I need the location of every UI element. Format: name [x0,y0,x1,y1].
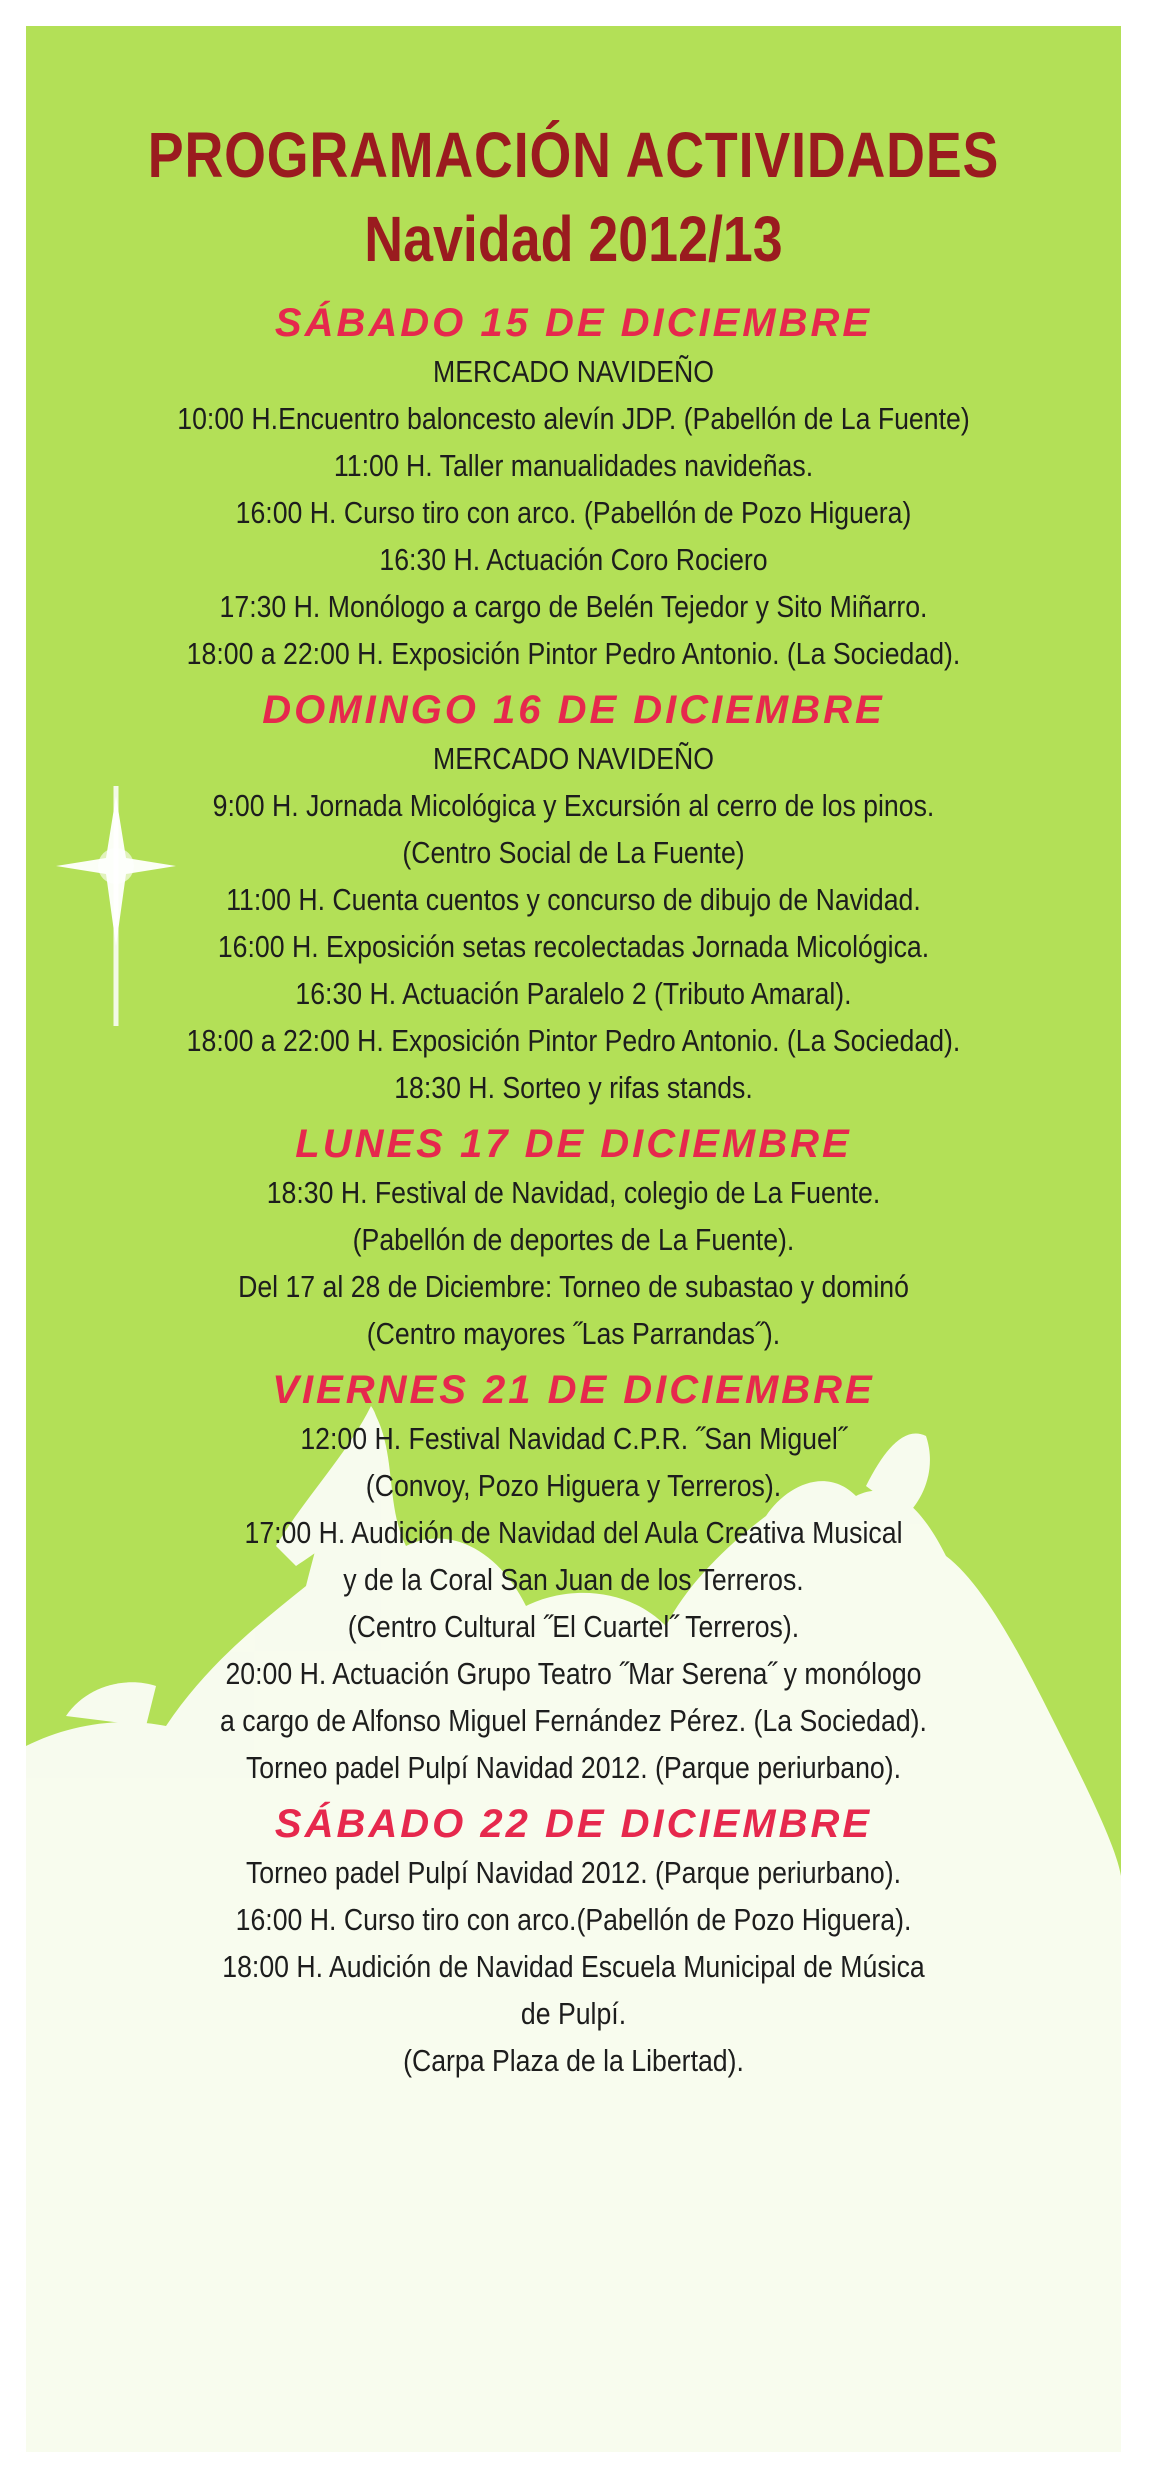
day-section [26,298,1121,677]
event-line: 17:30 H. Monólogo a cargo de Belén Tejedor y Sito Miñarro. [219,589,928,624]
day-heading: DOMINGO 16 DE DICIEMBRE [262,688,885,732]
event-line: 18:00 a 22:00 H. Exposición Pintor Pedro Antonio. (La Sociedad). [186,1023,961,1058]
event-line: 16:00 H. Curso tiro con arco. (Pabellón de Pozo Higuera) [235,495,912,530]
event-line: 18:00 a 22:00 H. Exposición Pintor Pedro Antonio. (La Sociedad). [186,636,961,671]
day-heading: SÁBADO 15 DE DICIEMBRE [274,301,873,345]
event-line: (Convoy, Pozo Higuera y Terreros). [365,1468,782,1503]
event-line: 9:00 H. Jornada Micológica y Excursión al cerro de los pinos. [212,788,935,823]
event-line: Torneo padel Pulpí Navidad 2012. (Parque periurbano). [245,1855,902,1890]
event-line: 16:30 H. Actuación Coro Rociero [379,542,768,577]
day-section [26,1799,1121,2084]
event-line: 18:30 H. Festival de Navidad, colegio de La Fuente. [266,1175,881,1210]
event-line: 20:00 H. Actuación Grupo Teatro ˝Mar Serena˝ y monólogo [225,1656,922,1691]
event-line: (Centro Social de La Fuente) [402,835,745,870]
program-content [26,26,1121,2084]
event-line: 11:00 H. Cuenta cuentos y concurso de dibujo de Navidad. [226,882,921,917]
event-line: de Pulpí. [520,1996,627,2031]
event-line: Torneo padel Pulpí Navidad 2012. (Parque periurbano). [245,1750,902,1785]
event-line: 16:30 H. Actuación Paralelo 2 (Tributo Amaral). [295,976,852,1011]
event-line: a cargo de Alfonso Miguel Fernández Pérez. (La Sociedad). [220,1703,927,1738]
event-line: (Centro mayores ˝Las Parrandas˝). [366,1316,781,1351]
event-line: 16:00 H. Exposición setas recolectadas Jornada Micológica. [217,929,930,964]
event-line: 18:00 H. Audición de Navidad Escuela Municipal de Música [222,1949,925,1984]
day-heading: SÁBADO 22 DE DICIEMBRE [274,1802,873,1846]
day-section [26,1365,1121,1791]
event-line: (Carpa Plaza de la Libertad). [403,2043,744,2078]
day-section [26,685,1121,1111]
day-section [26,1119,1121,1357]
day-heading: VIERNES 21 DE DICIEMBRE [272,1368,875,1412]
event-line: (Pabellón de deportes de La Fuente). [352,1222,795,1257]
event-line: 11:00 H. Taller manualidades navideñas. [333,448,814,483]
event-line: 16:00 H. Curso tiro con arco.(Pabellón de Pozo Higuera). [235,1902,912,1937]
event-line: 12:00 H. Festival Navidad C.P.R. ˝San Miguel˝ [300,1421,847,1456]
event-line: MERCADO NAVIDEÑO [433,354,714,389]
event-line: Del 17 al 28 de Diciembre: Torneo de subastao y dominó [238,1269,909,1304]
event-line: 10:00 H.Encuentro baloncesto alevín JDP. (Pabellón de La Fuente) [177,401,970,436]
event-line: 17:00 H. Audición de Navidad del Aula Creativa Musical [244,1515,903,1550]
page-subtitle: Navidad 2012/13 [364,203,783,275]
page-title: PROGRAMACIÓN ACTIVIDADES [147,119,1000,191]
event-line: (Centro Cultural ˝El Cuartel˝ Terreros). [347,1609,800,1644]
event-line: y de la Coral San Juan de los Terreros. [343,1562,804,1597]
event-line: MERCADO NAVIDEÑO [433,741,714,776]
day-heading: LUNES 17 DE DICIEMBRE [295,1122,852,1166]
poster [26,26,1121,2452]
event-line: 18:30 H. Sorteo y rifas stands. [394,1070,753,1105]
